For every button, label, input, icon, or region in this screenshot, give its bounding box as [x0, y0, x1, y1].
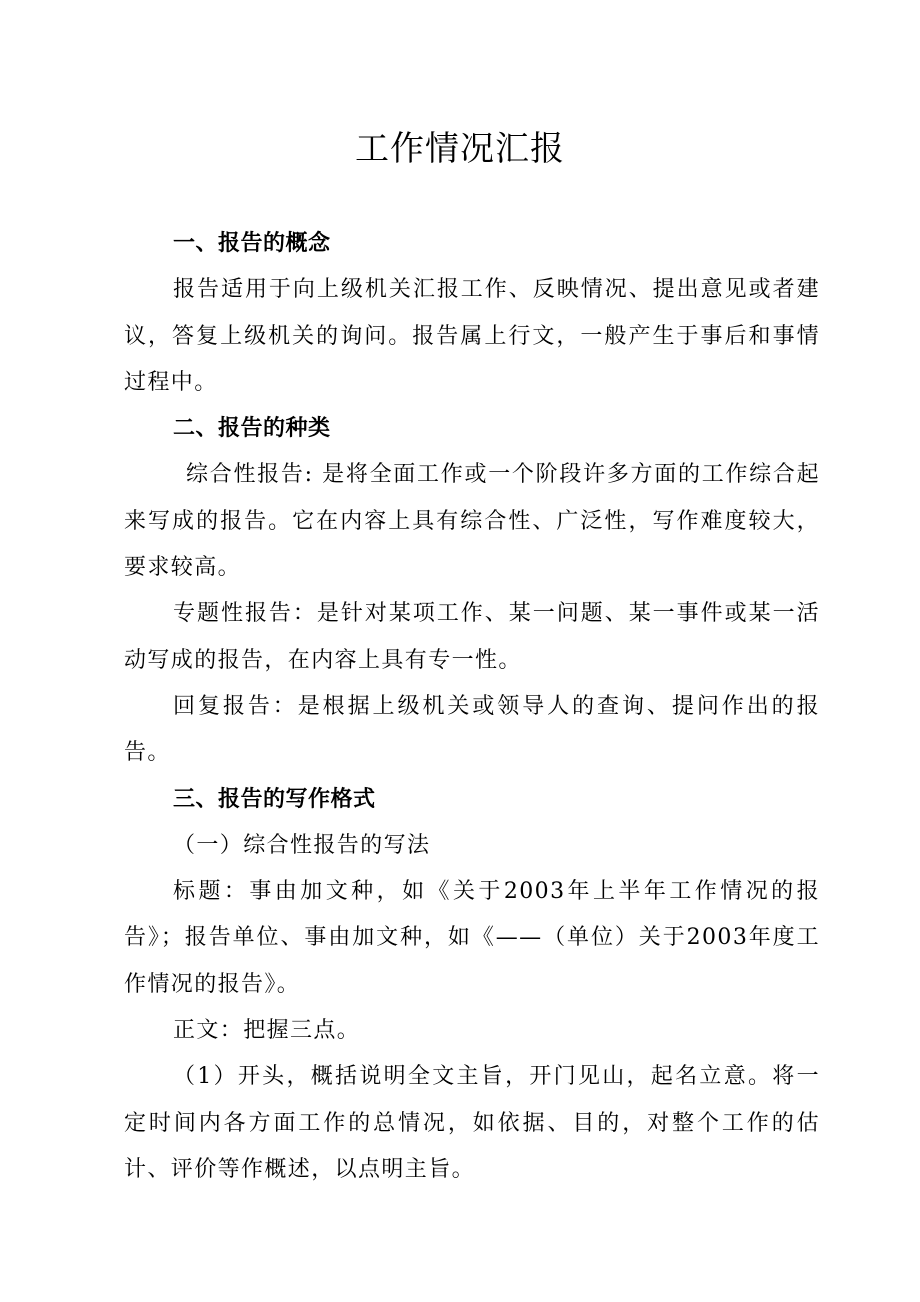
paragraph-concept: 报告适用于向上级机关汇报工作、反映情况、提出意见或者建议，答复上级机关的询问。报告属上行文，一般产生于事后和事情过程中。 — [124, 277, 820, 395]
paragraph-title-format: 标题：事由加文种，如《关于2003年上半年工作情况的报告》；报告单位、事由加文种，如《——（单位）关于2003年度工作情况的报告》。 — [124, 879, 820, 997]
paragraph-comprehensive-report: 综合性报告: 是将全面工作或一个阶段许多方面的工作综合起来写成的报告。它在内容上具有综合性、广泛性，写作难度较大，要求较高。 — [124, 462, 820, 581]
subheading-comprehensive-writing: （一）综合性报告的写法 — [173, 832, 431, 858]
paragraph-opening: （1）开头，概括说明全文主旨，开门见山，起名立意。将一定时间内各方面工作的总情况，如依据、目的，对整个工作的估计、评价等作概述，以点明主旨。 — [124, 1064, 820, 1182]
document-title: 工作情况汇报 — [355, 129, 565, 169]
paragraph-reply-report: 回复报告：是根据上级机关或领导人的查询、提问作出的报告。 — [124, 693, 820, 766]
section-heading-format: 三、报告的写作格式 — [173, 786, 376, 812]
section-heading-concept: 一、报告的概念 — [173, 231, 331, 256]
paragraph-body-points: 正文：把握三点。 — [173, 1018, 361, 1044]
document-body — [124, 221, 820, 1193]
section-heading-types: 二、报告的种类 — [173, 416, 331, 442]
paragraph-special-report: 专题性报告：是针对某项工作、某一问题、某一事件或某一活动写成的报告，在内容上具有专一性。 — [124, 601, 820, 673]
